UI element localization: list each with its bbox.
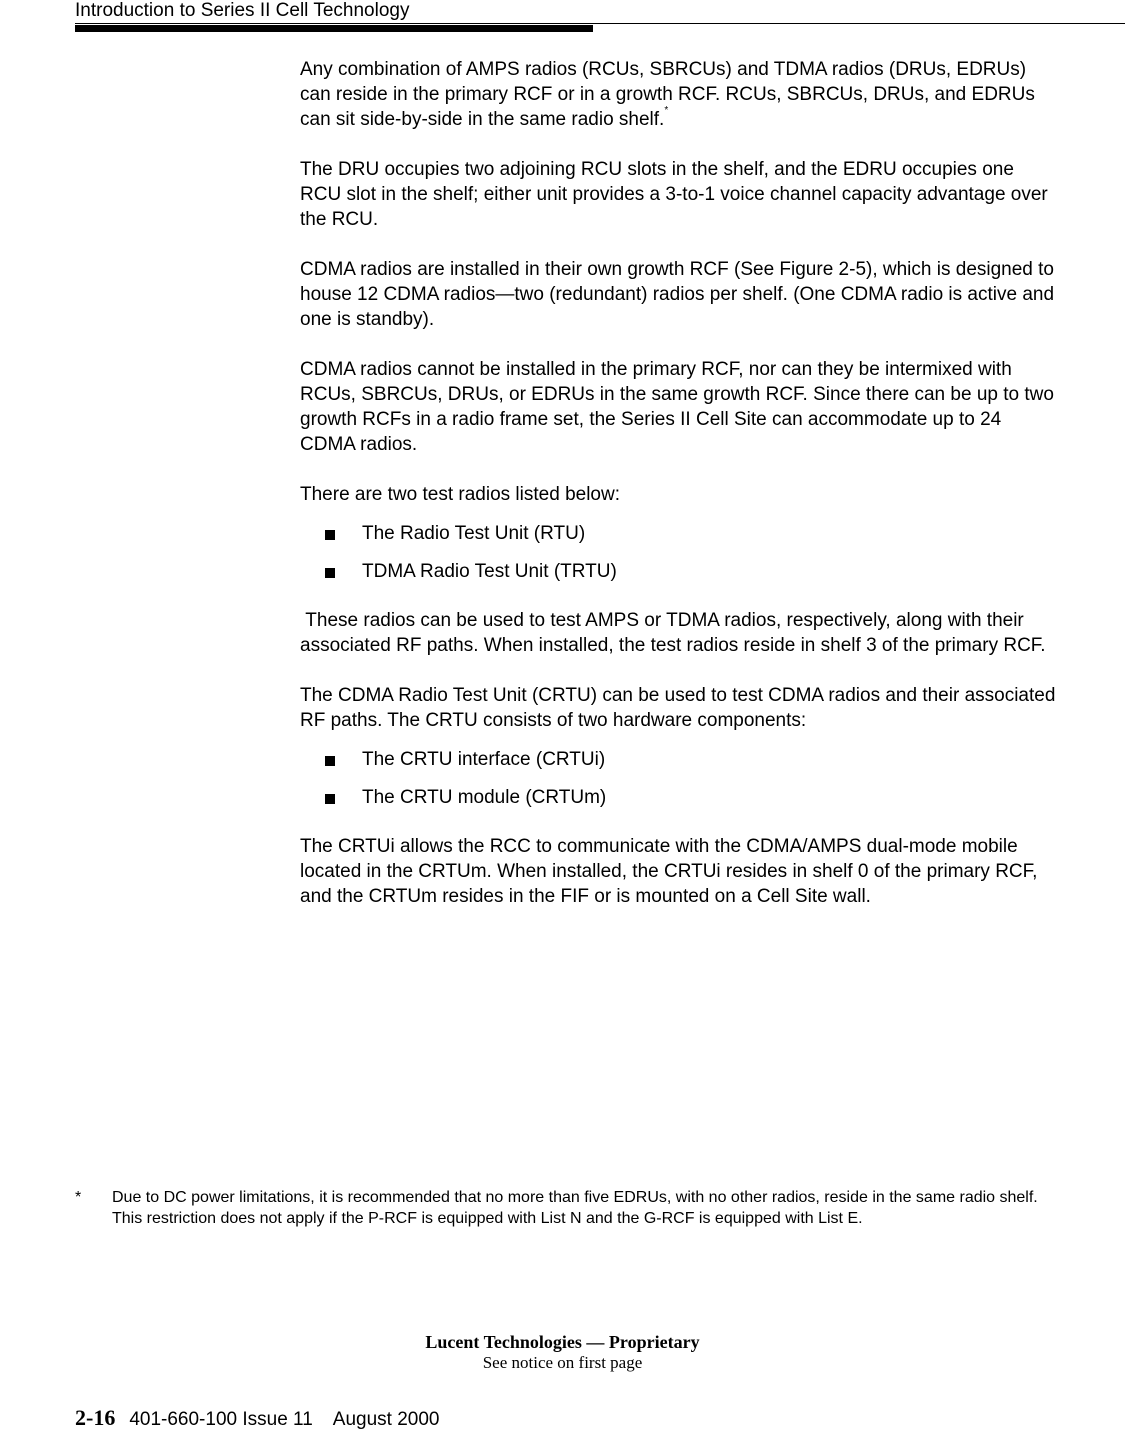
paragraph-test-radios-intro: There are two test radios listed below: bbox=[300, 484, 620, 505]
page-number: 2-16 bbox=[75, 1405, 116, 1430]
list-item-text: The Radio Test Unit (RTU) bbox=[362, 523, 586, 544]
list-item bbox=[300, 785, 1060, 810]
paragraph-radio-combinations bbox=[300, 57, 1060, 132]
header-rule-bar bbox=[75, 25, 593, 32]
list-item bbox=[300, 747, 1060, 772]
footnote bbox=[75, 1187, 1055, 1229]
list-item-text: The CRTU interface (CRTUi) bbox=[362, 749, 606, 770]
square-bullet-icon bbox=[325, 530, 335, 540]
paragraph-text: Any combination of AMPS radios (RCUs, SBRCUs) and TDMA radios (DRUs, EDRUs) can reside in the primary RCF or in a growth RCF. RCUs, SBRCUs, DRUs, and EDRUs can sit side-by-side in the same radio shelf. bbox=[300, 59, 1035, 130]
list-item-text: TDMA Radio Test Unit (TRTU) bbox=[362, 561, 617, 582]
footnote-marker: * bbox=[75, 1189, 82, 1206]
paragraph-crtui-function: The CRTUi allows the RCC to communicate with the CDMA/AMPS dual-mode mobile located in the CRTUm. When installed, the CRTUi resides in shelf 0 of the primary RCF, and the CRTUm resides in the FIF or is mounted on a Cell Site wall. bbox=[300, 836, 1038, 907]
paragraph-dru-slots: The DRU occupies two adjoining RCU slots in the shelf, and the EDRU occupies one RCU slot in the shelf; either unit provides a 3-to-1 voice channel capacity advantage over the RCU. bbox=[300, 159, 1048, 230]
footnote-reference[interactable]: * bbox=[664, 105, 669, 116]
test-radios-list bbox=[300, 521, 1060, 584]
footer-proprietary-notice: Lucent Technologies — Proprietary bbox=[425, 1332, 700, 1352]
paragraph-test-radios-usage: These radios can be used to test AMPS or TDMA radios, respectively, along with their associated RF paths. When installed, the test radios reside in shelf 3 of the primary RCF. bbox=[300, 610, 1046, 656]
issue-date: August 2000 bbox=[332, 1409, 440, 1430]
list-item bbox=[300, 559, 1060, 584]
paragraph-cdma-growth-rcf: CDMA radios are installed in their own growth RCF (See Figure 2-5), which is designed to house 12 CDMA radios—two (redundant) radios per shelf. (One CDMA radio is active and one is standby). bbox=[300, 259, 1055, 330]
document-id: 401-660-100 Issue 11 bbox=[129, 1409, 313, 1430]
footnote-text: Due to DC power limitations, it is recommended that no more than five EDRUs, with no other radios, reside in the same radio shelf. This restriction does not apply if the P-RCF is equipped with List N and the G-RCF is equipped with List E. bbox=[112, 1189, 1038, 1227]
main-text-column bbox=[300, 57, 1060, 934]
paragraph-crtu-intro: The CDMA Radio Test Unit (CRTU) can be used to test CDMA radios and their associated RF paths. The CRTU consists of two hardware components: bbox=[300, 685, 1056, 731]
paragraph-cdma-restrictions: CDMA radios cannot be installed in the primary RCF, nor can they be intermixed with RCUs, SBRCUs, DRUs, or EDRUs in the same growth RCF. Since there can be up to two growth RCFs in a radio frame set, the Series II Cell Site can accommodate up to 24 CDMA radios. bbox=[300, 359, 1054, 455]
square-bullet-icon bbox=[325, 794, 335, 804]
square-bullet-icon bbox=[325, 756, 335, 766]
list-item bbox=[300, 521, 1060, 546]
footer-see-notice: See notice on first page bbox=[482, 1353, 643, 1372]
running-header: Introduction to Series II Cell Technology bbox=[75, 0, 410, 21]
crtu-components-list bbox=[300, 747, 1060, 810]
list-item-text: The CRTU module (CRTUm) bbox=[362, 787, 607, 808]
square-bullet-icon bbox=[325, 568, 335, 578]
header-rule bbox=[75, 23, 1125, 24]
